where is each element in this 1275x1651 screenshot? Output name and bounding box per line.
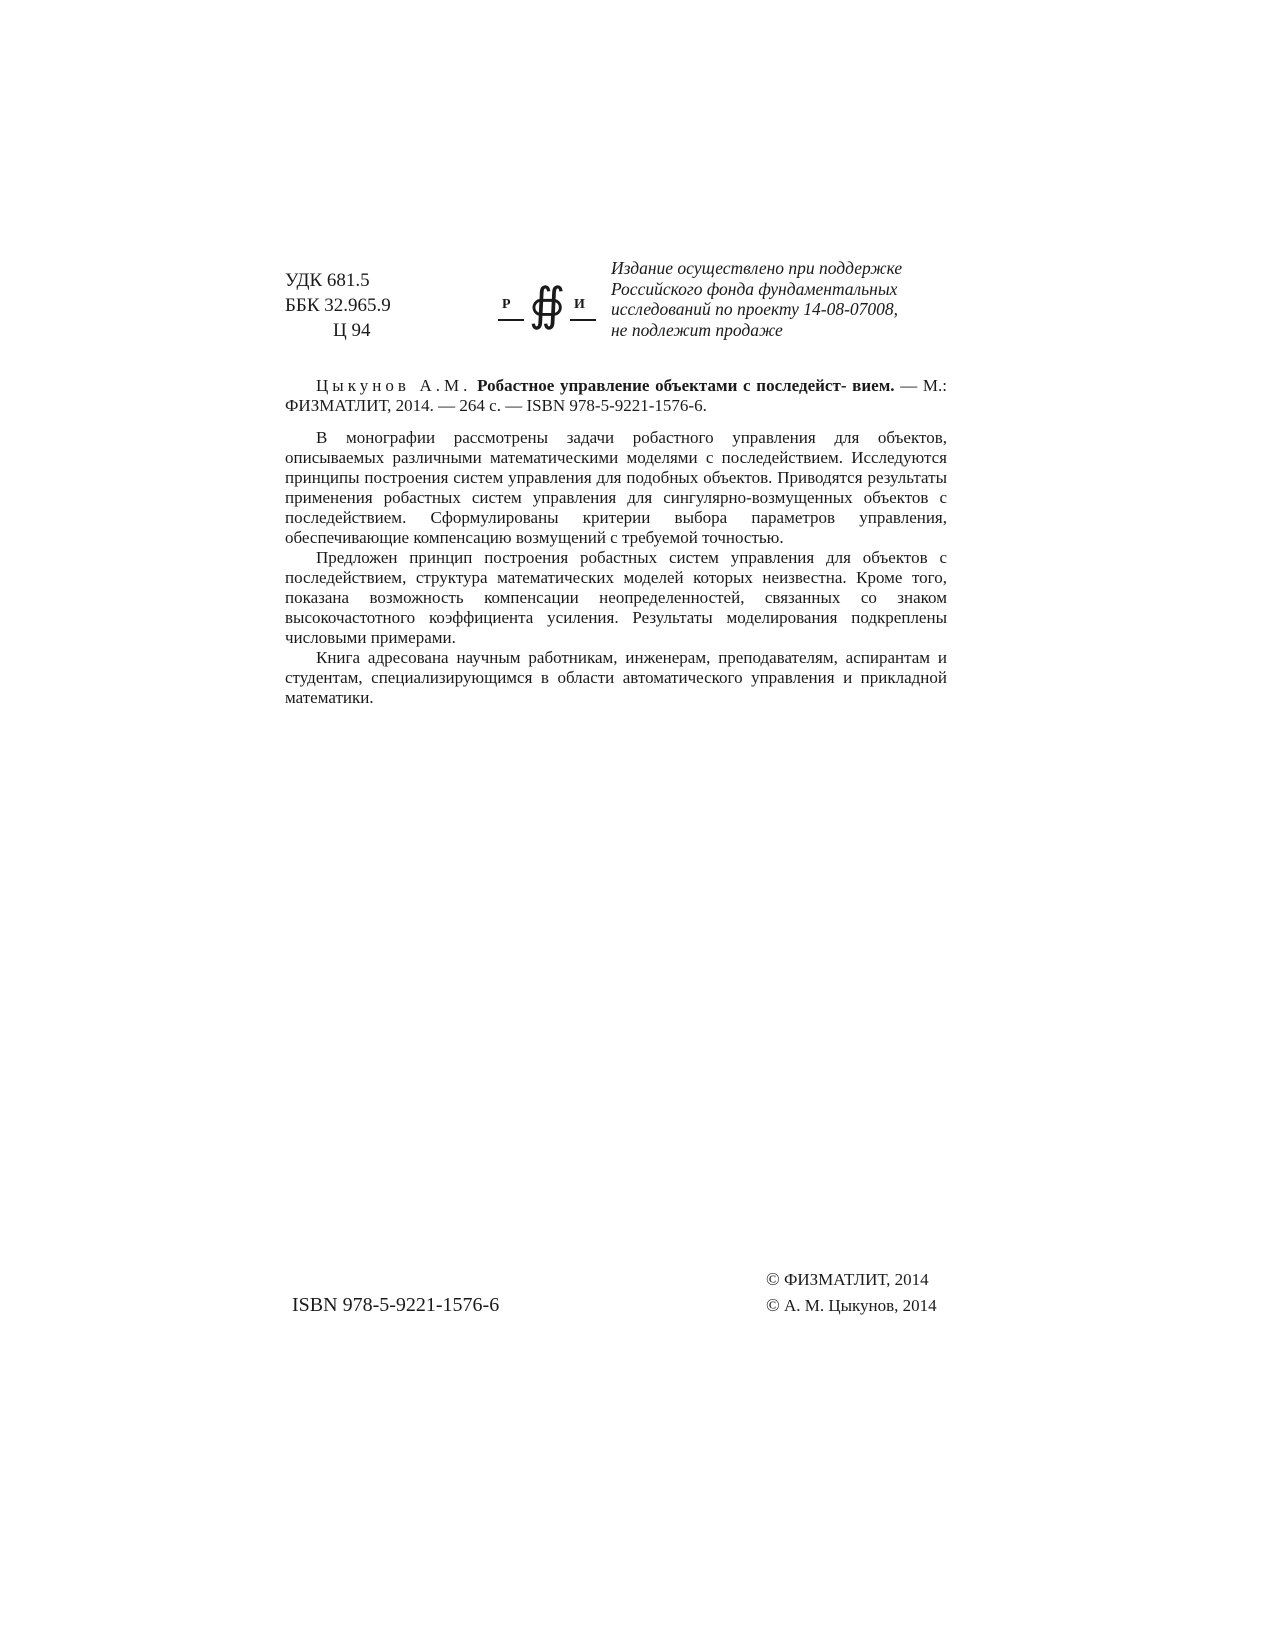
copyright-publisher [766,1268,929,1291]
funding-line: не подлежит продаже [611,319,783,340]
copyright-author-text: А. М. Цыкунов, 2014 [783,1296,937,1315]
funding-line: Российского фонда фундаментальных [611,278,898,299]
copyright-author [766,1294,937,1317]
abstract-paragraph: Предложен принцип построения робастных систем управления для объектов с последействием, структура математических моделей которых неизвестна. Кроме того, показана возможность компенсации неопределенностей, связанных со знаком высокочастотного коэффициента усиления. Результаты моделирования подкреплены числовыми примерами. [285,548,947,647]
copyright-icon: © [766,1269,780,1289]
logo-underline-left [498,319,524,321]
citation-author: Цыкунов А.М. [316,376,472,395]
udc-code: УДК 681.5 [285,270,370,291]
funding-line: Издание осуществлено при поддержке [611,258,903,278]
copyright-publisher-text: ФИЗМАТЛИТ, 2014 [783,1270,929,1289]
bbk-code: ББК 32.965.9 [285,295,391,316]
rffi-logo [498,277,598,339]
abstract-paragraph: Книга адресована научным работникам, инженерам, преподавателям, аспирантам и студентам, специализирующимся в области автоматического управления и прикладной математики. [285,648,947,707]
abstract-paragraph: В монографии рассмотрены задачи робастного управления для объектов, описываемых различными математическими моделями с последействием. Исследуются принципы построения систем управления для подобных объектов. Приводятся результаты применения робастных систем управления для сингулярно-возмущенных объектов с последействием. Сформулированы критерии выбора параметров управления, обеспечивающие компенсацию возмущений с требуемой точностью. [285,428,947,547]
integral-icon: ∯ [529,277,566,331]
logo-letter-r: Р [502,297,511,312]
classification-block [285,268,391,343]
bibliographic-citation [285,376,947,416]
logo-underline-right [570,319,596,321]
copyright-icon: © [766,1295,780,1315]
citation-title: Робастное управление объектами с последейст- вием. [477,376,895,395]
abstract [285,428,947,708]
logo-letter-i: И [574,297,585,312]
author-mark: Ц 94 [333,320,371,341]
funding-line: исследований по проекту 14-08-07008, [611,299,899,319]
funding-note [611,258,951,340]
citation-details: — М.: ФИЗМАТЛИТ, 2014. — 264 с. — ISBN 978-5-9221-1576-6. [285,376,947,415]
isbn: ISBN 978-5-9221-1576-6 [292,1294,500,1316]
